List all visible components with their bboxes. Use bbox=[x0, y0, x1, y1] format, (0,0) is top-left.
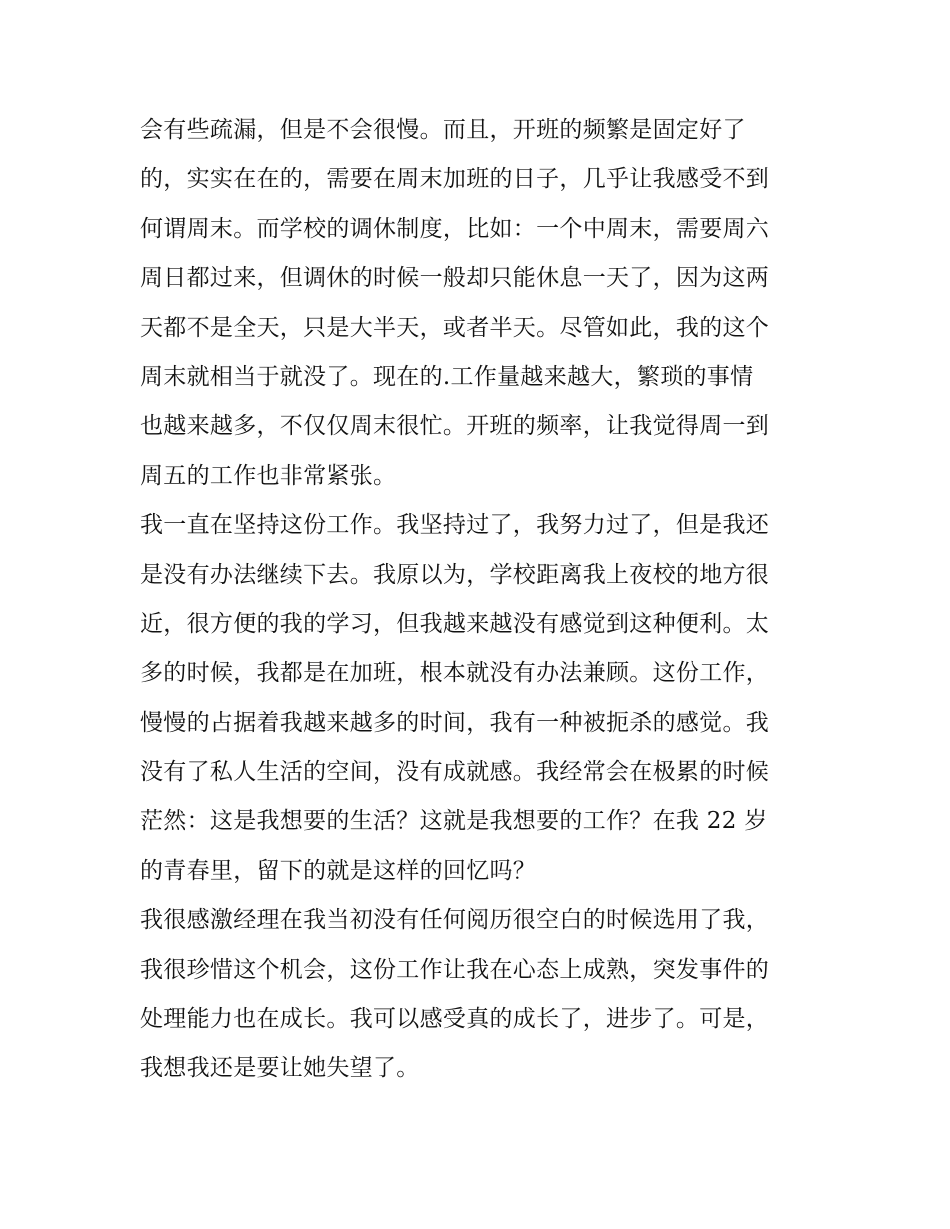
text-line: 慢慢的占据着我越来越多的时间，我有一种被扼杀的感觉。我 bbox=[140, 709, 770, 736]
text-line: 我想我还是要让她失望了。 bbox=[140, 1055, 420, 1082]
text-line: 周五的工作也非常紧张。 bbox=[140, 462, 397, 489]
text-line: 多的时候，我都是在加班，根本就没有办法兼顾。这份工作， bbox=[140, 660, 770, 687]
text-line: 处理能力也在成长。我可以感受真的成长了，进步了。可是， bbox=[140, 1006, 770, 1033]
text-line: 茫然：这是我想要的生活？这就是我想要的工作？在我 22 岁 bbox=[140, 808, 768, 835]
text-line: 的，实实在在的，需要在周末加班的日子，几乎让我感受不到 bbox=[140, 166, 770, 193]
text-line: 没有了私人生活的空间，没有成就感。我经常会在极累的时候 bbox=[140, 759, 770, 786]
text-line: 是没有办法继续下去。我原以为，学校距离我上夜校的地方很 bbox=[140, 561, 770, 588]
text-line: 天都不是全天，只是大半天，或者半天。尽管如此，我的这个 bbox=[140, 314, 770, 341]
text-line: 我一直在坚持这份工作。我坚持过了，我努力过了，但是我还 bbox=[140, 512, 770, 539]
text-line: 何谓周末。而学校的调休制度，比如：一个中周末，需要周六 bbox=[140, 215, 770, 242]
text-line: 我很感激经理在我当初没有任何阅历很空白的时候选用了我， bbox=[140, 907, 770, 934]
text-line: 周日都过来，但调休的时候一般却只能休息一天了，因为这两 bbox=[140, 265, 770, 292]
body-text bbox=[140, 106, 830, 1094]
text-line: 的青春里，留下的就是这样的回忆吗？ bbox=[140, 857, 537, 884]
text-line: 也越来越多，不仅仅周末很忙。开班的频率，让我觉得周一到 bbox=[140, 413, 770, 440]
text-line: 近，很方便的我的学习，但我越来越没有感觉到这种便利。太 bbox=[140, 610, 770, 637]
text-line: 周末就相当于就没了。现在的.工作量越来越大，繁琐的事情 bbox=[140, 363, 754, 390]
text-line: 我很珍惜这个机会，这份工作让我在心态上成熟，突发事件的 bbox=[140, 956, 770, 983]
text-line: 会有些疏漏，但是不会很慢。而且，开班的频繁是固定好了 bbox=[140, 117, 746, 143]
